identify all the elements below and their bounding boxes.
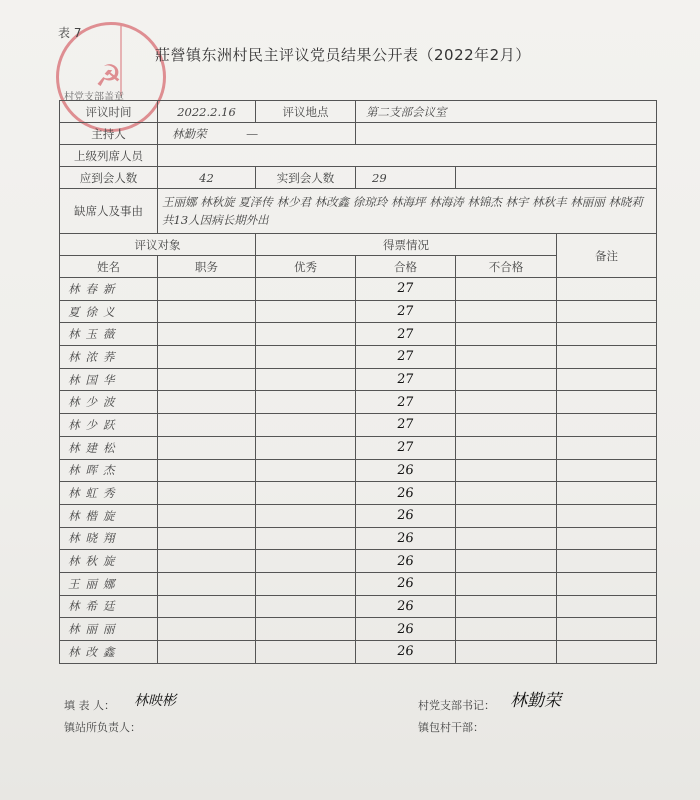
pass-count: 27	[396, 326, 415, 342]
host-note: —	[246, 126, 259, 141]
member-notes	[557, 278, 657, 301]
notes-header: 备注	[557, 234, 657, 278]
member-name: 林秋旋	[60, 550, 158, 573]
member-name: 林玉薇	[60, 323, 158, 346]
votes-pass	[356, 482, 456, 505]
pass-count: 26	[396, 598, 415, 614]
secretary-label: 村党支部书记：	[418, 699, 495, 712]
votes-pass	[356, 278, 456, 301]
col-fail-header: 不合格	[456, 256, 557, 278]
votes-fail	[456, 300, 557, 323]
member-position	[158, 527, 256, 550]
member-position	[158, 346, 256, 369]
member-notes	[557, 641, 657, 664]
pass-count: 26	[396, 553, 415, 569]
votes-fail	[456, 504, 557, 527]
member-position	[158, 618, 256, 641]
member-name: 林丽丽	[60, 618, 158, 641]
superior-value	[158, 145, 657, 167]
time-label: 评议时间	[60, 101, 158, 123]
votes-pass	[356, 368, 456, 391]
member-notes	[557, 482, 657, 505]
votes-excellent	[256, 618, 356, 641]
votes-fail	[456, 436, 557, 459]
place-value: 第二支部会议室	[356, 101, 657, 123]
filler-signature: 林映彬	[134, 693, 176, 709]
votes-pass	[356, 459, 456, 482]
votes-fail	[456, 550, 557, 573]
pass-count: 27	[396, 394, 415, 410]
votes-pass	[356, 618, 456, 641]
member-notes	[557, 459, 657, 482]
table-row	[60, 323, 657, 346]
votes-excellent	[256, 595, 356, 618]
votes-pass	[356, 391, 456, 414]
votes-fail	[456, 323, 557, 346]
votes-pass	[356, 323, 456, 346]
host-value	[158, 123, 356, 145]
meta-row-attendance	[60, 167, 657, 189]
table-row	[60, 550, 657, 573]
meta-row-superior	[60, 145, 657, 167]
votes-pass	[356, 641, 456, 664]
votes-excellent	[256, 482, 356, 505]
party-emblem-icon: ☭	[95, 59, 122, 94]
votes-fail	[456, 414, 557, 437]
votes-pass	[356, 504, 456, 527]
member-position	[158, 482, 256, 505]
member-position	[158, 278, 256, 301]
votes-excellent	[256, 391, 356, 414]
seal-stamp-overlap	[120, 26, 154, 96]
table-row	[60, 278, 657, 301]
actual-value: 29	[356, 167, 456, 189]
place-label: 评议地点	[256, 101, 356, 123]
branch-seal-label: 村党支部盖章	[64, 92, 124, 103]
table-row	[60, 300, 657, 323]
filler-label: 填 表 人：	[64, 699, 115, 712]
meta-row-host	[60, 123, 657, 145]
votes-excellent	[256, 550, 356, 573]
table-row	[60, 572, 657, 595]
member-position	[158, 414, 256, 437]
votes-excellent	[256, 572, 356, 595]
pass-count: 27	[396, 304, 415, 320]
pass-count: 27	[396, 417, 415, 433]
votes-pass	[356, 595, 456, 618]
member-notes	[557, 414, 657, 437]
member-position	[158, 572, 256, 595]
superior-label: 上级列席人员	[60, 145, 158, 167]
sheet-number: 表 7	[58, 26, 82, 40]
col-position-header: 职务	[158, 256, 256, 278]
member-notes	[557, 572, 657, 595]
member-name: 林国华	[60, 368, 158, 391]
member-position	[158, 323, 256, 346]
pass-count: 27	[396, 281, 415, 297]
member-position	[158, 595, 256, 618]
expected-label: 应到会人数	[60, 167, 158, 189]
votes-fail	[456, 391, 557, 414]
member-notes	[557, 368, 657, 391]
votes-fail	[456, 572, 557, 595]
table-row	[60, 595, 657, 618]
member-notes	[557, 618, 657, 641]
table-row	[60, 482, 657, 505]
town-cadre-label: 镇包村干部：	[418, 721, 484, 734]
member-name: 林改鑫	[60, 641, 158, 664]
table-row	[60, 368, 657, 391]
secretary-signature: 林勤荣	[510, 691, 561, 711]
table-group-header	[60, 234, 657, 256]
pass-count: 26	[396, 485, 415, 501]
member-notes	[557, 391, 657, 414]
absent-label: 缺席人及事由	[60, 189, 158, 234]
member-rows	[60, 278, 657, 664]
votes-fail	[456, 278, 557, 301]
member-notes	[557, 595, 657, 618]
member-position	[158, 391, 256, 414]
pass-count: 26	[396, 508, 415, 524]
votes-excellent	[256, 436, 356, 459]
votes-excellent	[256, 414, 356, 437]
member-name: 林少波	[60, 391, 158, 414]
member-name: 林虹秀	[60, 482, 158, 505]
table-row	[60, 504, 657, 527]
member-name: 林希廷	[60, 595, 158, 618]
votes-excellent	[256, 504, 356, 527]
table-row	[60, 436, 657, 459]
host-label: 主持人	[60, 123, 158, 145]
page-title: 莊營镇东洲村民主评议党员结果公开表（2022年2月）	[155, 46, 531, 64]
table-row	[60, 527, 657, 550]
expected-value: 42	[158, 167, 256, 189]
votes-pass	[356, 346, 456, 369]
votes-excellent	[256, 346, 356, 369]
votes-fail	[456, 368, 557, 391]
pass-count: 26	[396, 576, 415, 592]
pass-count: 26	[396, 644, 415, 660]
member-notes	[557, 527, 657, 550]
votes-excellent	[256, 368, 356, 391]
member-position	[158, 300, 256, 323]
col-pass-header: 合格	[356, 256, 456, 278]
member-name: 夏徐义	[60, 300, 158, 323]
member-notes	[557, 323, 657, 346]
member-position	[158, 550, 256, 573]
meta-row-time-place	[60, 101, 657, 123]
table-row	[60, 618, 657, 641]
votes-fail	[456, 641, 557, 664]
table-row	[60, 414, 657, 437]
station-head-label: 镇站所负责人：	[64, 721, 141, 734]
meta-row-absent	[60, 189, 657, 234]
votes-pass	[356, 300, 456, 323]
time-value: 2022.2.16	[158, 101, 256, 123]
pass-count: 26	[396, 621, 415, 637]
host-name: 林勤荣	[172, 126, 207, 141]
votes-pass	[356, 414, 456, 437]
member-position	[158, 504, 256, 527]
pass-count: 27	[396, 349, 415, 365]
member-name: 林少跃	[60, 414, 158, 437]
votes-fail	[456, 346, 557, 369]
pass-count: 27	[396, 372, 415, 388]
votes-fail	[456, 482, 557, 505]
member-notes	[557, 300, 657, 323]
votes-pass	[356, 527, 456, 550]
member-name: 林晖杰	[60, 459, 158, 482]
col-name-header: 姓名	[60, 256, 158, 278]
votes-fail	[456, 527, 557, 550]
group-target-header: 评议对象	[60, 234, 256, 256]
votes-excellent	[256, 641, 356, 664]
member-position	[158, 459, 256, 482]
member-notes	[557, 504, 657, 527]
votes-excellent	[256, 300, 356, 323]
votes-pass	[356, 550, 456, 573]
evaluation-form-table	[59, 100, 657, 664]
attendance-blank	[456, 167, 657, 189]
group-votes-header: 得票情况	[256, 234, 557, 256]
votes-fail	[456, 459, 557, 482]
host-blank	[356, 123, 657, 145]
member-notes	[557, 550, 657, 573]
pass-count: 26	[396, 530, 415, 546]
member-position	[158, 641, 256, 664]
votes-excellent	[256, 527, 356, 550]
member-position	[158, 368, 256, 391]
col-excellent-header: 优秀	[256, 256, 356, 278]
member-name: 林建松	[60, 436, 158, 459]
votes-fail	[456, 595, 557, 618]
votes-excellent	[256, 278, 356, 301]
pass-count: 27	[396, 440, 415, 456]
table-row	[60, 459, 657, 482]
absent-value: 王丽娜 林秋旋 夏泽传 林少君 林改鑫 徐琼玲 林海坪 林海涛 林锦杰 林宇 林秋丰 林丽丽 林晓莉 共13人因病长期外出	[158, 189, 657, 234]
table-row	[60, 346, 657, 369]
table-row	[60, 641, 657, 664]
member-notes	[557, 436, 657, 459]
member-position	[158, 436, 256, 459]
member-name: 王丽娜	[60, 572, 158, 595]
member-name: 林浓荞	[60, 346, 158, 369]
member-name: 林楷旋	[60, 504, 158, 527]
votes-fail	[456, 618, 557, 641]
actual-label: 实到会人数	[256, 167, 356, 189]
votes-excellent	[256, 459, 356, 482]
member-name: 林春新	[60, 278, 158, 301]
votes-pass	[356, 572, 456, 595]
votes-pass	[356, 436, 456, 459]
pass-count: 26	[396, 462, 415, 478]
member-name: 林晓翔	[60, 527, 158, 550]
votes-excellent	[256, 323, 356, 346]
table-row	[60, 391, 657, 414]
member-notes	[557, 346, 657, 369]
